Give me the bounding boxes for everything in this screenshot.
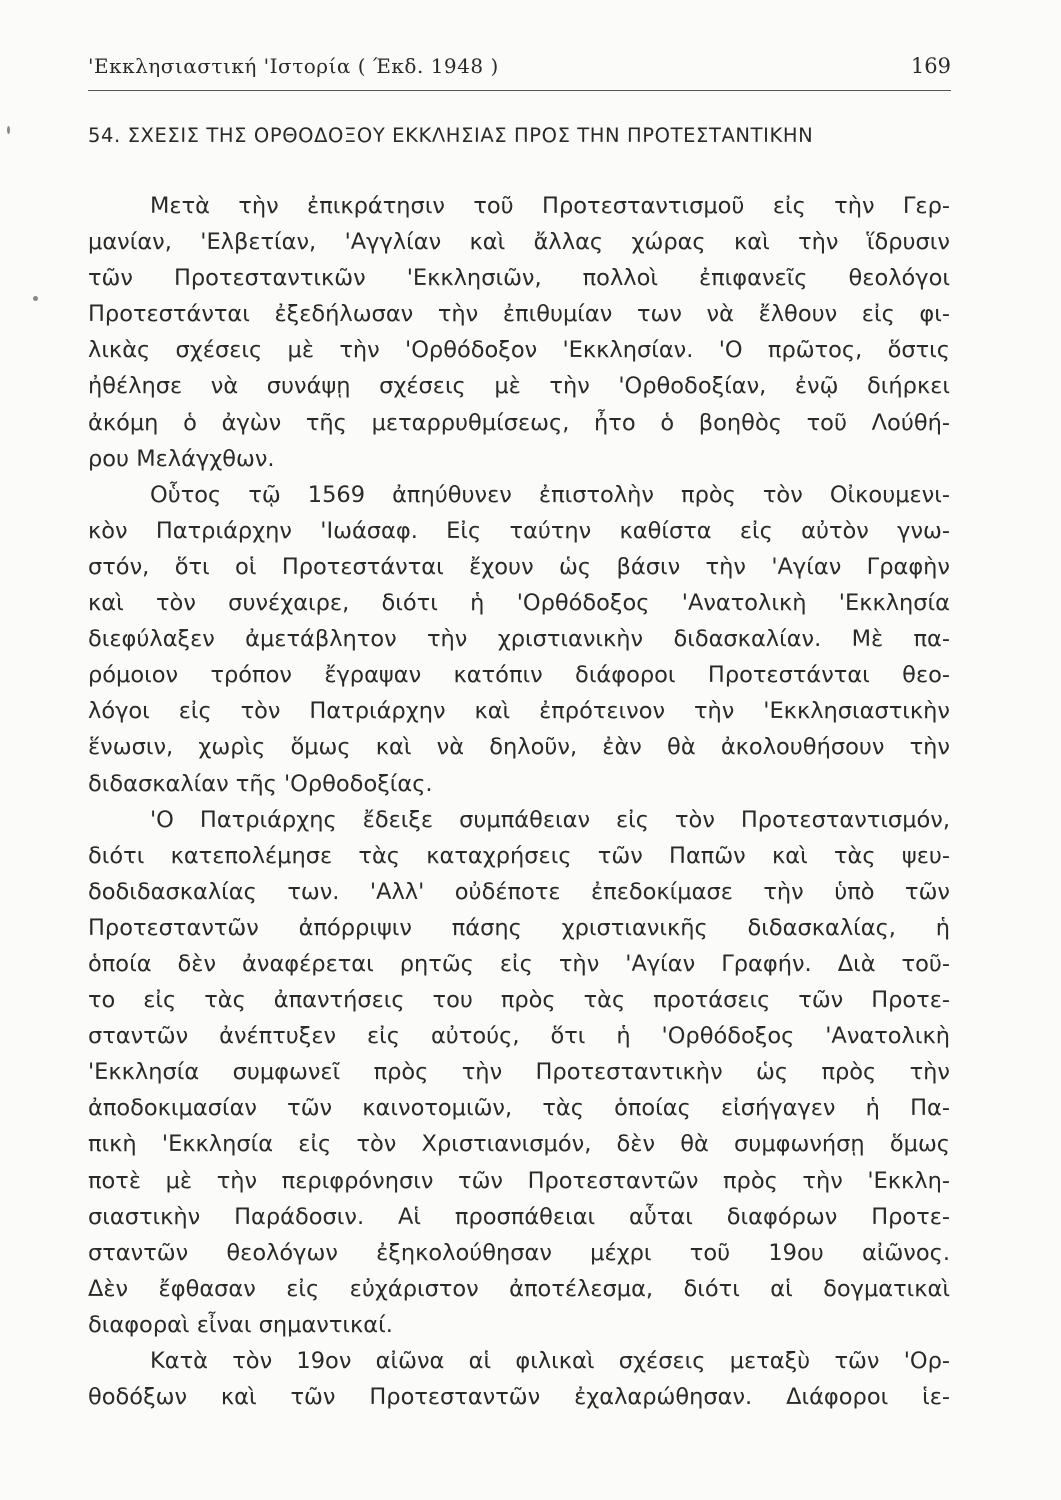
text-line: διεφύλαξεν ἀμετάβλητον τὴν χριστιανικὴν διδασκαλίαν. Μὲ πα- [88,626,950,653]
text-line: Προτεσταντῶν ἀπόρριψιν πάσης χριστιανικῆς διδασκαλίας, ἡ [88,914,950,941]
text-line: ρόμοιον τρόπον ἔγραψαν κατόπιν διάφοροι Προτεστάνται θεο- [88,662,950,689]
text-line: τῶν Προτεσταντικῶν 'Εκκλησιῶν, πολλοὶ ἐπιφανεῖς θεολόγοι [88,265,950,292]
text-line: λικὰς σχέσεις μὲ τὴν 'Ορθόδοξον 'Εκκλησίαν. 'Ο πρῶτος, ὅστις [88,337,950,364]
body-text [88,188,950,1415]
text-line: μανίαν, 'Ελβετίαν, 'Αγγλίαν καὶ ἄλλας χώρας καὶ τὴν ἵδρυσιν [88,229,950,256]
text-line: Οὗτος τῷ 1569 ἀπηύθυνεν ἐπιστολὴν πρὸς τὸν Οἰκουμενι- [150,481,950,508]
text-line: διότι κατεπολέμησε τὰς καταχρήσεις τῶν Παπῶν καὶ τὰς ψευ- [88,842,950,869]
text-line: στόν, ὅτι οἱ Προτεστάνται ἔχουν ὡς βάσιν τὴν 'Αγίαν Γραφὴν [88,553,950,580]
text-line: ρου Μελάγχθων. [88,445,275,472]
text-line: ποτὲ μὲ τὴν περιφρόνησιν τῶν Προτεσταντῶν πρὸς τὴν 'Εκκλη- [88,1167,950,1194]
text-line: λόγοι εἰς τὸν Πατριάρχην καὶ ἐπρότεινον τὴν 'Εκκλησιαστικὴν [88,698,950,725]
text-line: 'Εκκλησία συμφωνεῖ πρὸς τὴν Προτεσταντικὴν ὡς πρὸς τὴν [88,1059,950,1086]
text-line: το εἰς τὰς ἀπαντήσεις του πρὸς τὰς προτάσεις τῶν Προτε- [88,987,950,1014]
running-header [88,50,951,91]
text-line: διδασκαλίαν τῆς 'Ορθοδοξίας. [88,770,433,797]
text-line: Μετὰ τὴν ἐπικράτησιν τοῦ Προτεσταντισμοῦ εἰς τὴν Γερ- [150,193,950,219]
scan-mark [7,126,10,134]
text-line: ἕνωσιν, χωρὶς ὅμως καὶ νὰ δηλοῦν, ἐὰν θὰ ἀκολουθήσουν τὴν [88,734,950,761]
text-line: δοδιδασκαλίας των. 'Αλλ' οὐδέποτε ἐπεδοκίμασε τὴν ὑπὸ τῶν [88,878,950,905]
text-line: σταντῶν ἀνέπτυξεν εἰς αὐτούς, ὅτι ἡ 'Ορθόδοξος 'Ανατολικὴ [88,1023,950,1050]
text-line: ἀκόμη ὁ ἀγὼν τῆς μεταρρυθμίσεως, ἦτο ὁ βοηθὸς τοῦ Λούθή- [88,409,950,436]
text-line: Δὲν ἔφθασαν εἰς εὐχάριστον ἀποτέλεσμα, διότι αἱ δογματικαὶ [88,1275,950,1302]
text-line: θοδόξων καὶ τῶν Προτεσταντῶν ἐχαλαρώθησαν. Διάφοροι ἱε- [88,1384,950,1411]
text-line: Προτεστάνται ἐξεδήλωσαν τὴν ἐπιθυμίαν των νὰ ἔλθουν εἰς φι- [88,301,950,328]
scan-speck [33,296,38,301]
page-number: 169 [910,54,951,78]
text-line: 'Ο Πατριάρχης ἔδειξε συμπάθειαν εἰς τὸν Προτεσταντισμόν, [150,806,950,833]
text-line: πικὴ 'Εκκλησία εἰς τὸν Χριστιανισμόν, δὲν θὰ συμφωνήσῃ ὅμως [88,1131,950,1158]
text-line: ὁποία δὲν ἀναφέρεται ρητῶς εἰς τὴν 'Αγίαν Γραφήν. Διὰ τοῦ- [88,950,950,977]
text-line: σιαστικὴν Παράδοσιν. Αἱ προσπάθειαι αὗται διαφόρων Προτε- [88,1203,950,1230]
text-line: ἀποδοκιμασίαν τῶν καινοτομιῶν, τὰς ὁποίας εἰσήγαγεν ἡ Πα- [88,1095,950,1122]
text-line: σταντῶν θεολόγων ἐξηκολούθησαν μέχρι τοῦ 19ου αἰῶνος. [88,1239,950,1266]
text-line: Κατὰ τὸν 19ον αἰῶνα αἱ φιλικαὶ σχέσεις μεταξὺ τῶν 'Ορ- [150,1348,950,1374]
text-line: διαφοραὶ εἶναι σημαντικαί. [88,1311,393,1338]
text-line: ἠθέλησε νὰ συνάψῃ σχέσεις μὲ τὴν 'Ορθοδοξίαν, ἐνῷ διήρκει [88,373,950,400]
running-header-title: 'Εκκλησιαστική 'Ιστορία ( Έκδ. 1948 ) [88,54,499,78]
text-line: καὶ τὸν συνέχαιρε, διότι ἡ 'Ορθόδοξος 'Ανατολικὴ 'Εκκλησία [88,590,950,617]
text-line: κὸν Πατριάρχην 'Ιωάσαφ. Εἰς ταύτην καθίστα εἰς αὐτὸν γνω- [88,517,950,544]
section-heading: 54. ΣΧΕΣΙΣ ΤΗΣ ΟΡΘΟΔΟΞΟΥ ΕΚΚΛΗΣΙΑΣ ΠΡΟΣ ΤΗΝ ΠΡΟΤΕΣΤΑΝΤΙΚΗΝ [88,124,814,147]
